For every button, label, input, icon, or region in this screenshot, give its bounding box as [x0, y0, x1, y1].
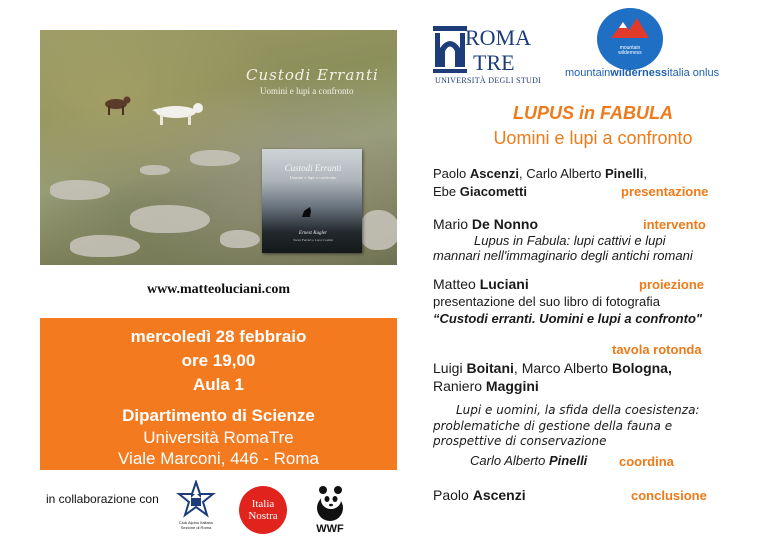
chamois-figure — [100, 94, 134, 116]
mountain-wilderness-logo — [597, 8, 663, 70]
role-presentazione: presentazione — [621, 184, 709, 199]
program-speakers-4b — [433, 378, 539, 394]
program-desc-3a: presentazione del suo libro di fotografia — [433, 294, 660, 309]
event-university: Università RomaTre — [143, 428, 294, 447]
event-department: Dipartimento di Scienze — [122, 406, 315, 425]
cai-text-line2: Sezione di Roma — [180, 525, 212, 530]
italia-nostra-line1: Italia — [251, 498, 275, 510]
cai-logo — [168, 480, 224, 540]
program-speaker-3 — [433, 276, 529, 292]
photo-subtitle: Uomini e lupi a confronto — [260, 86, 354, 96]
book-author: Ernest Kugler — [298, 231, 328, 236]
role-proiezione: proiezione — [639, 277, 705, 292]
speaker-first: Paolo — [433, 166, 470, 181]
mountain-wilderness-caption — [565, 67, 755, 79]
speaker-first: Matteo — [433, 276, 480, 292]
program-speakers-4 — [433, 360, 672, 376]
cai-text — [168, 520, 224, 530]
program-desc-4a: Lupi e uomini, la sfida della coesistenza: — [456, 403, 700, 417]
program-speaker-5 — [433, 487, 526, 503]
speaker-last: Pinelli — [549, 453, 588, 468]
program-speaker-2 — [433, 216, 538, 232]
event-address: Viale Marconi, 446 - Roma — [118, 449, 319, 468]
role-conclusione: conclusione — [631, 488, 707, 503]
program-speakers-1b — [433, 184, 527, 199]
speaker-last: Ascenzi — [469, 166, 520, 181]
event-time: ore 19,00 — [181, 351, 256, 370]
cai-text-line1: Club Alpino Italiano — [178, 520, 214, 525]
speaker-first: Paolo — [433, 487, 473, 503]
program-speakers-1 — [433, 166, 647, 181]
italia-nostra-logo — [239, 486, 287, 534]
photo-rock — [220, 230, 260, 248]
speaker-last: Boitani — [466, 360, 514, 376]
mw-caption-a: mountain — [565, 67, 611, 79]
photo-title: Custodi Erranti — [246, 66, 379, 84]
photo-rock — [190, 150, 240, 166]
role-coordina: coordina — [619, 454, 674, 469]
website-link[interactable]: www.matteoluciani.com — [146, 282, 291, 297]
event-room: Aula 1 — [192, 375, 245, 394]
speaker-last: Pinelli — [605, 166, 644, 181]
speaker-last: Luciani — [479, 276, 529, 292]
book-subtitle: Uomini e lupi a confronto — [289, 175, 337, 180]
speaker-last: Maggini — [485, 378, 539, 394]
wwf-text: WWF — [316, 523, 344, 535]
roma-tre-line3: UNIVERSITÀ DEGLI STUDI — [435, 76, 542, 85]
book-author-line2: Steve Ferrari e Luca Cosimi — [293, 238, 333, 242]
roma-tre-line2: TRE — [473, 50, 515, 75]
speaker-first: Raniero — [433, 378, 486, 394]
mw-caption-c: italia onlus — [667, 67, 720, 79]
wolf-dog-figure — [148, 100, 206, 126]
program-desc-2a: Lupus in Fabula: lupi cattivi e lupi — [474, 233, 666, 248]
book-wolf-silhouette — [300, 205, 314, 219]
roma-tre-logo — [433, 24, 542, 85]
speaker-first: Ebe — [433, 184, 460, 199]
book-title: Custodi Erranti — [284, 163, 342, 173]
mountain-wilderness-icon — [609, 16, 651, 44]
speaker-first: , Marco Alberto — [513, 360, 612, 376]
roma-tre-arch-icon — [433, 26, 467, 74]
cai-star-icon — [176, 480, 216, 520]
program-desc-4c: prospettive di conservazione — [433, 434, 607, 448]
role-tavola-rotonda: tavola rotonda — [612, 342, 702, 357]
photo-rock — [140, 165, 170, 175]
event-subtitle: Uomini e lupi a confronto — [493, 128, 693, 148]
photo-rock — [70, 235, 140, 257]
wwf-logo — [312, 482, 348, 538]
italia-nostra-line2: Nostra — [248, 510, 278, 522]
photo-rock — [360, 210, 397, 250]
wwf-panda-icon — [314, 484, 346, 522]
collaboration-label: in collaborazione con — [46, 492, 159, 506]
event-title: LUPUS in FABULA — [513, 103, 673, 123]
speaker-last: Bologna, — [611, 360, 672, 376]
program-desc-4b: problematiche di gestione della fauna e — [433, 419, 673, 433]
speaker-last: Ascenzi — [472, 487, 526, 503]
book-cover — [262, 149, 362, 253]
photo-rock — [50, 180, 110, 200]
speaker-last: Giacometti — [459, 184, 527, 199]
speaker-last: De Nonno — [471, 216, 539, 232]
mw-inner-line1: mountain — [619, 45, 641, 51]
cover-photo — [40, 30, 397, 265]
mw-caption-b: wilderness — [610, 67, 668, 79]
speaker-first: Carlo Alberto — [470, 453, 549, 468]
speaker-first: Luigi — [433, 360, 467, 376]
mw-inner-line2: wilderness — [618, 50, 642, 56]
event-date: mercoledì 28 febbraio — [130, 327, 307, 346]
photo-rock — [130, 205, 210, 233]
event-info-box — [40, 318, 397, 470]
separator: , — [643, 166, 647, 181]
role-intervento: intervento — [643, 217, 706, 232]
program-desc-3b: “Custodi erranti. Uomini e lupi a confronto" — [433, 311, 703, 326]
mw-inner-text — [597, 46, 663, 56]
speaker-first: Mario — [433, 216, 472, 232]
program-desc-2b: mannari nell'immaginario degli antichi romani — [433, 248, 693, 263]
speaker-first: , Carlo Alberto — [519, 166, 606, 181]
program-moderator — [470, 453, 587, 468]
roma-tre-line1: ROMA — [465, 25, 532, 50]
